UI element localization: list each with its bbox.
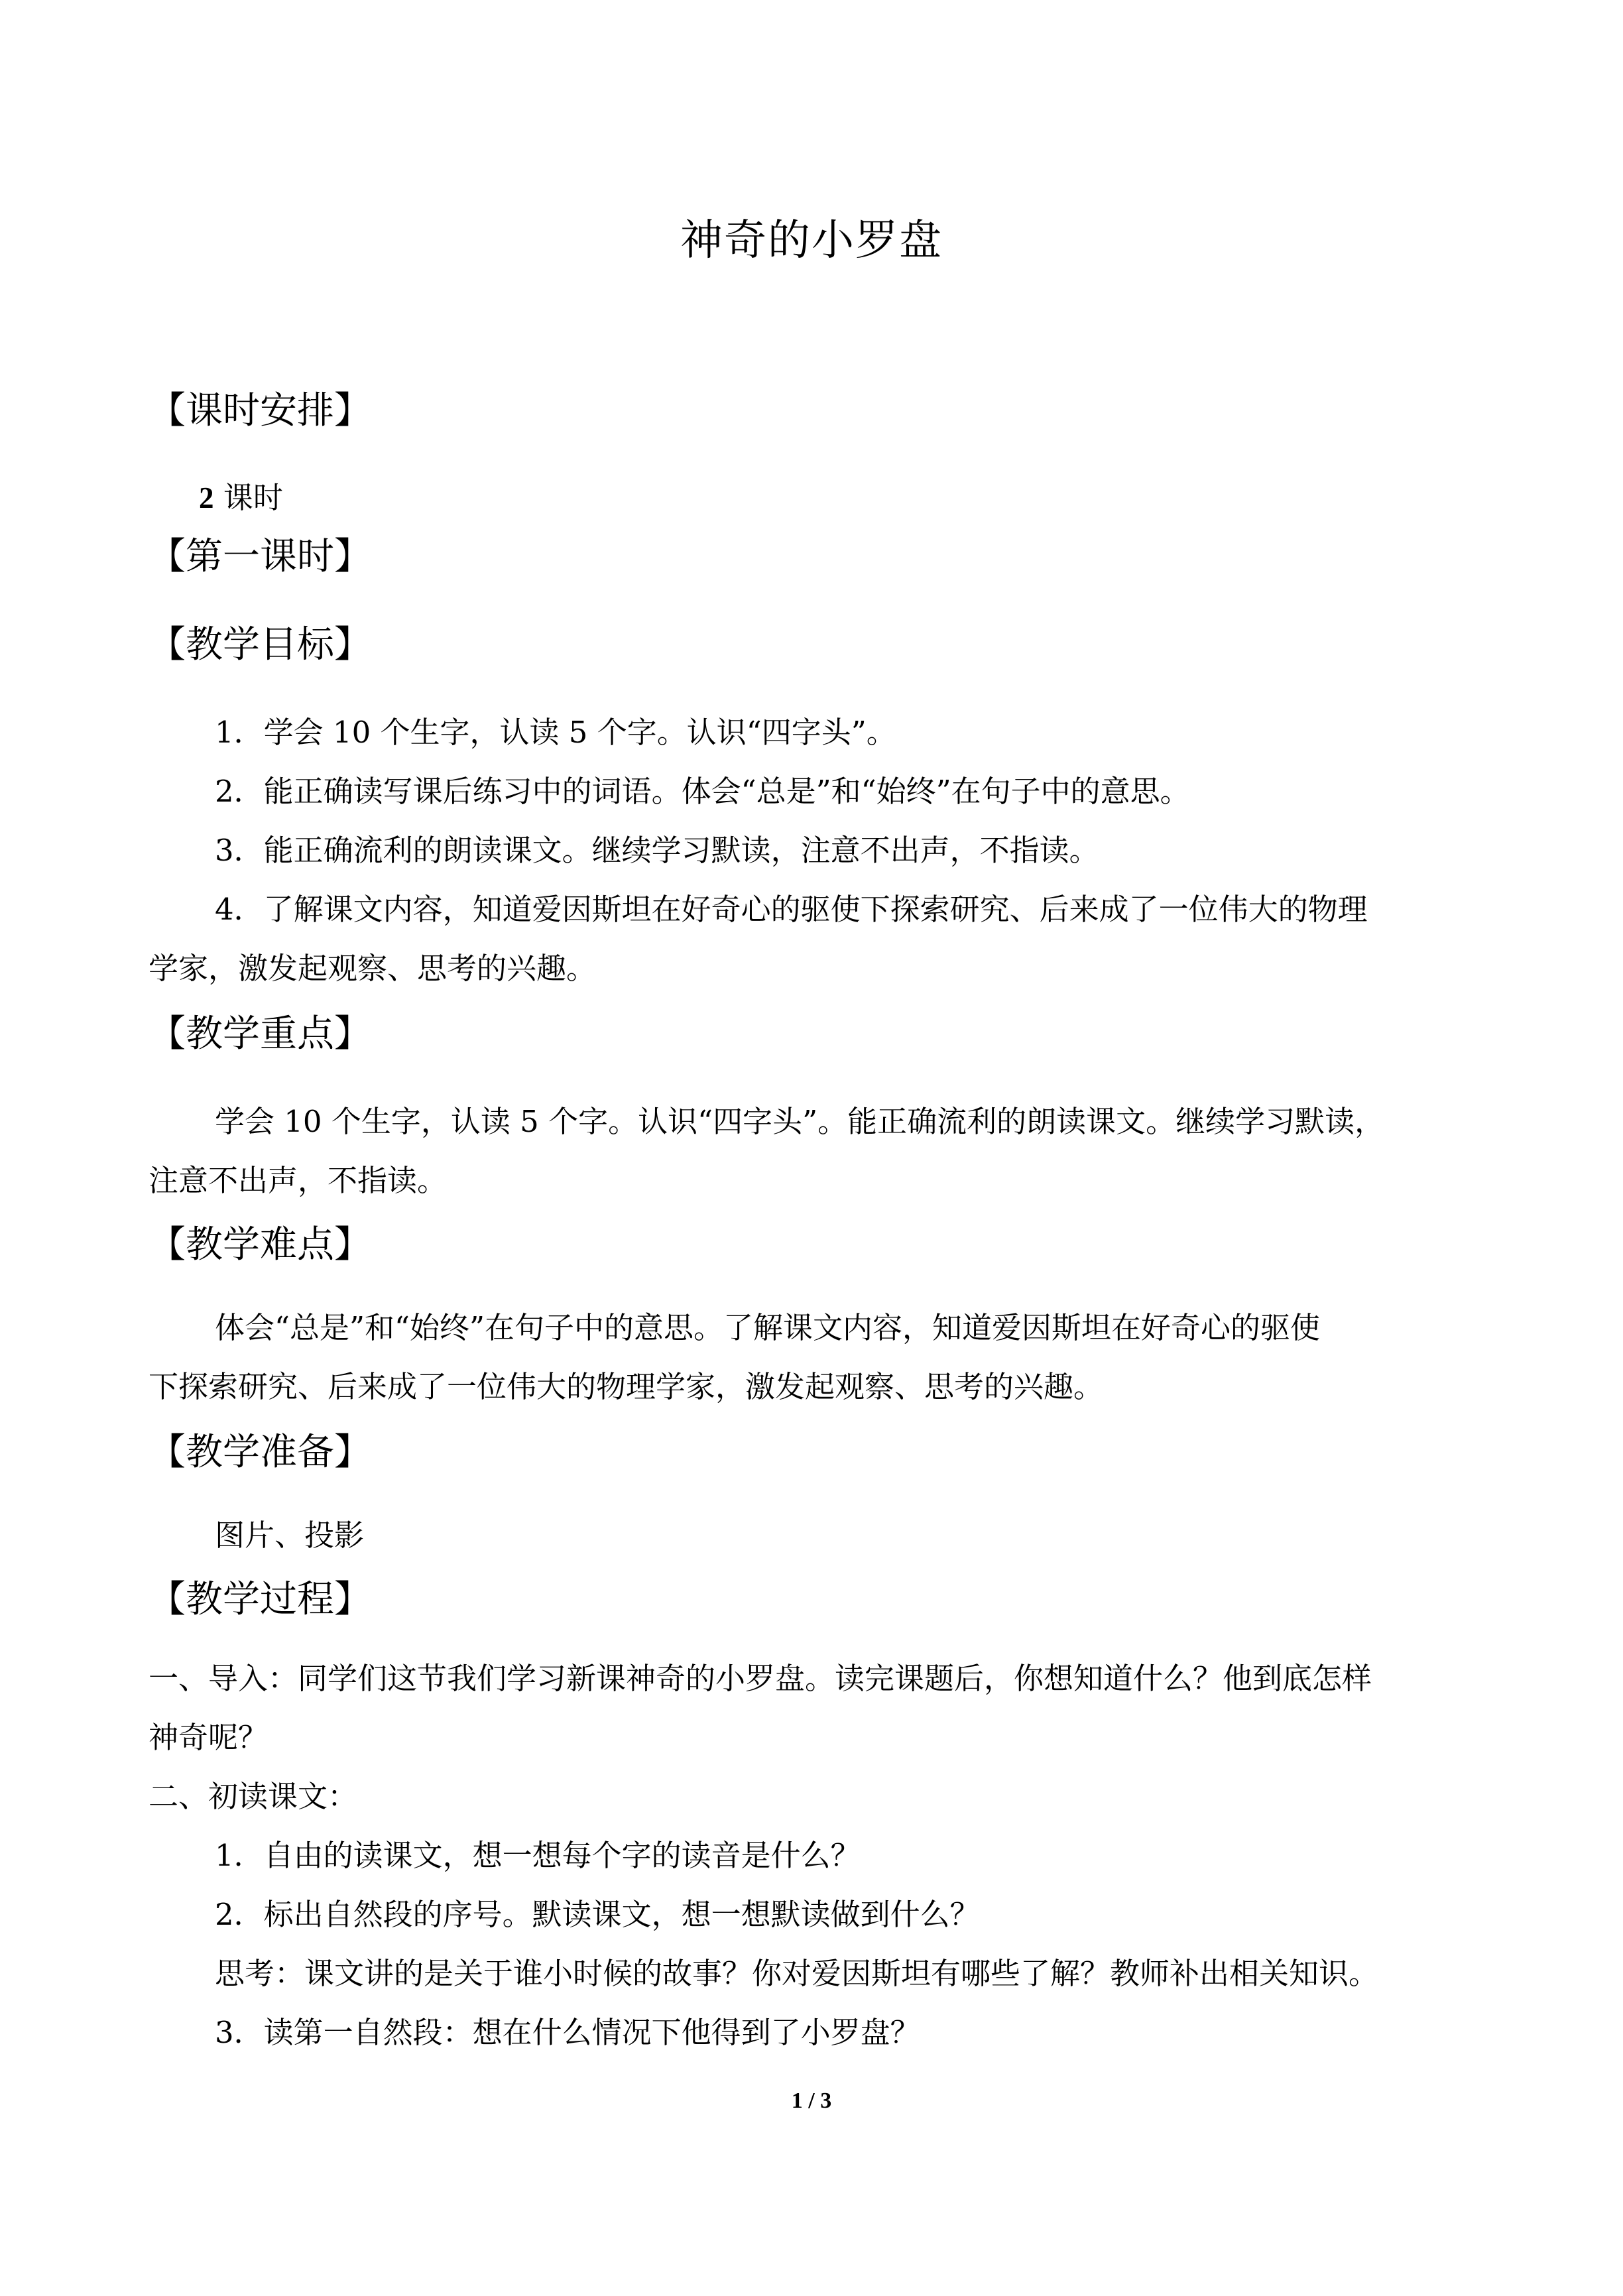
key-points-line: 注意不出声，不指读。 (149, 1163, 448, 1198)
preparation-heading: 【教学准备】 (149, 1431, 371, 1474)
schedule-text (199, 479, 283, 517)
schedule-unit: 课时 (223, 480, 283, 515)
schedule-heading: 【课时安排】 (149, 389, 371, 432)
key-points-line: 学会 10 个生字，认读 5 个字。认识“四字头”。能正确流利的朗读课文。继续学习默读， (215, 1104, 1385, 1139)
goal-item-continued: 学家，激发起观察、思考的兴趣。 (149, 951, 597, 986)
difficulties-line: 体会“总是”和“始终”在句子中的意思。了解课文内容，知道爱因斯坦在好奇心的驱使 (215, 1310, 1321, 1345)
process-line: 二、初读课文： (149, 1779, 358, 1814)
goal-item: 3．能正确流利的朗读课文。继续学习默读，注意不出声，不指读。 (215, 833, 1099, 868)
process-line: 1．自由的读课文，想一想每个字的读音是什么？ (215, 1838, 861, 1873)
process-line: 思考：课文讲的是关于谁小时候的故事？你对爱因斯坦有哪些了解？教师补出相关知识。 (215, 1956, 1379, 1991)
goal-item: 1．学会 10 个生字，认读 5 个字。认识“四字头”。 (215, 715, 896, 750)
page-number: 1 / 3 (791, 2088, 832, 2113)
difficulties-line: 下探索研究、后来成了一位伟大的物理学家，激发起观察、思考的兴趣。 (149, 1369, 1104, 1404)
process-line: 神奇呢？ (149, 1720, 269, 1755)
process-heading: 【教学过程】 (149, 1578, 371, 1621)
key-points-heading: 【教学重点】 (149, 1012, 371, 1056)
goal-item: 4．了解课文内容，知道爱因斯坦在好奇心的驱使下探索研究、后来成了一位伟大的物理 (215, 892, 1368, 927)
first-lesson-heading: 【第一课时】 (149, 535, 371, 578)
document-title: 神奇的小罗盘 (680, 216, 943, 265)
schedule-count: 2 (199, 481, 214, 514)
process-line: 2．标出自然段的序号。默读课文，想一想默读做到什么？ (215, 1897, 980, 1932)
goal-item: 2．能正确读写课后练习中的词语。体会“总是”和“始终”在句子中的意思。 (215, 774, 1190, 809)
goals-heading: 【教学目标】 (149, 623, 371, 666)
process-line: 3．读第一自然段：想在什么情况下他得到了小罗盘？ (215, 2015, 920, 2050)
preparation-text: 图片、投影 (215, 1518, 365, 1553)
difficulties-heading: 【教学难点】 (149, 1223, 371, 1266)
process-line: 一、导入：同学们这节我们学习新课神奇的小罗盘。读完课题后，你想知道什么？他到底怎样 (149, 1661, 1372, 1696)
